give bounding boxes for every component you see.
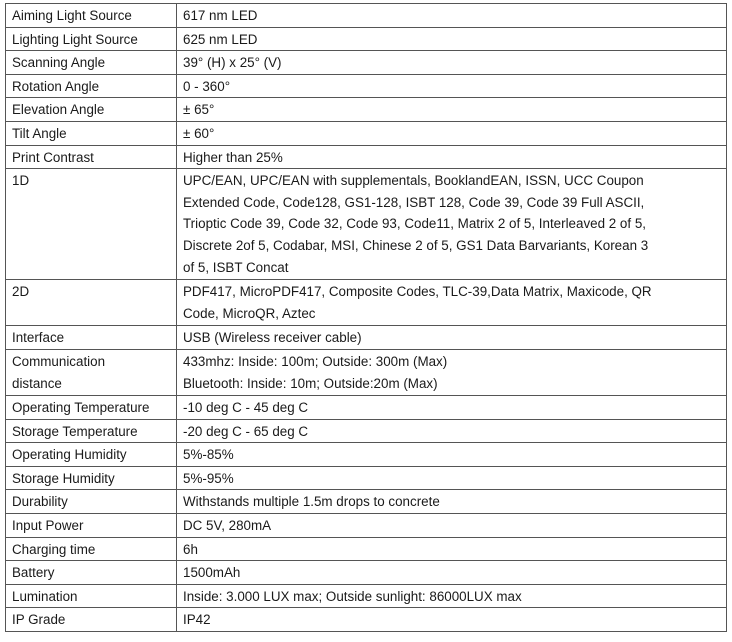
spec-value-cell [177, 514, 727, 538]
spec-value: 625 nm LED [183, 31, 258, 47]
spec-label: Durability [12, 494, 68, 510]
spec-value: of 5, ISBT Concat [183, 259, 289, 275]
spec-row [6, 27, 727, 51]
spec-value-cell [177, 326, 727, 350]
spec-label: Battery [12, 565, 55, 581]
spec-value: 39° (H) x 25° (V) [183, 55, 282, 71]
spec-label-cell [6, 121, 177, 145]
spec-value-cell [177, 396, 727, 420]
spec-value: 0 - 360° [183, 78, 231, 94]
spec-label-cell [6, 98, 177, 122]
spec-label: distance [12, 375, 62, 391]
spec-label-cell [6, 27, 177, 51]
spec-value: Higher than 25% [183, 149, 283, 165]
spec-label: 1D [12, 173, 30, 189]
spec-value-cell [177, 4, 727, 28]
spec-row [6, 514, 727, 538]
spec-row [6, 466, 727, 490]
spec-label: Operating Temperature [12, 400, 150, 416]
spec-value: DC 5V, 280mA [183, 518, 272, 534]
spec-label: Charging time [12, 541, 96, 557]
spec-row [6, 396, 727, 420]
spec-value: 617 nm LED [183, 8, 258, 23]
spec-label-cell [6, 514, 177, 538]
spec-value: 5%-85% [183, 447, 234, 463]
spec-value: ± 65° [183, 102, 215, 118]
spec-row [6, 74, 727, 98]
spec-value-cell [177, 169, 727, 280]
spec-label: Input Power [12, 518, 84, 534]
spec-label: IP Grade [12, 612, 66, 628]
spec-value-cell [177, 608, 727, 632]
spec-value-cell [177, 145, 727, 169]
spec-label-cell [6, 419, 177, 443]
spec-label-cell [6, 396, 177, 420]
spec-table-body [6, 4, 727, 632]
spec-value: 433mhz: Inside: 100m; Outside: 300m (Max) [183, 353, 448, 369]
spec-value-cell [177, 51, 727, 75]
spec-row [6, 121, 727, 145]
spec-value: ± 60° [183, 125, 215, 141]
spec-value: 6h [183, 541, 198, 557]
spec-row [6, 561, 727, 585]
spec-label: Storage Temperature [12, 423, 138, 439]
spec-value-cell [177, 561, 727, 585]
spec-value: Code, MicroQR, Aztec [183, 305, 316, 321]
spec-label-cell [6, 443, 177, 467]
spec-label: Operating Humidity [12, 447, 127, 463]
spec-label-cell [6, 561, 177, 585]
spec-value-cell [177, 74, 727, 98]
spec-label-cell [6, 280, 177, 326]
spec-value-cell [177, 584, 727, 608]
spec-label: 2D [12, 284, 30, 300]
spec-value: USB (Wireless receiver cable) [183, 330, 362, 346]
spec-row [6, 443, 727, 467]
spec-value-cell [177, 27, 727, 51]
spec-label: Rotation Angle [12, 78, 100, 94]
spec-label: Lumination [12, 588, 78, 604]
spec-row [6, 326, 727, 350]
spec-value: 1500mAh [183, 565, 241, 581]
spec-label-cell [6, 466, 177, 490]
spec-label-cell [6, 608, 177, 632]
spec-value-cell [177, 443, 727, 467]
spec-label-cell [6, 4, 177, 28]
spec-value: UPC/EAN, UPC/EAN with supplementals, BooklandEAN, ISSN, UCC Coupon [183, 173, 644, 189]
spec-value: Trioptic Code 39, Code 32, Code 93, Code11, Matrix 2 of 5, Interleaved 2 of 5, [183, 216, 646, 232]
spec-label-cell [6, 145, 177, 169]
spec-value-cell [177, 121, 727, 145]
spec-label-cell [6, 169, 177, 280]
spec-value: Withstands multiple 1.5m drops to concrete [183, 494, 440, 510]
spec-row [6, 4, 727, 28]
spec-value: Bluetooth: Inside: 10m; Outside:20m (Max) [183, 375, 438, 391]
spec-label-cell [6, 74, 177, 98]
spec-label: Storage Humidity [12, 470, 115, 486]
spec-value: Inside: 3.000 LUX max; Outside sunlight: 86000LUX max [183, 588, 522, 604]
spec-label: Interface [12, 330, 65, 346]
spec-value-cell [177, 537, 727, 561]
spec-value-cell [177, 490, 727, 514]
spec-row [6, 537, 727, 561]
spec-row [6, 608, 727, 632]
spec-value-cell [177, 349, 727, 395]
spec-row [6, 490, 727, 514]
spec-label: Scanning Angle [12, 55, 106, 71]
spec-label: Elevation Angle [12, 102, 105, 118]
spec-row [6, 98, 727, 122]
spec-value: Discrete 2of 5, Codabar, MSI, Chinese 2 of 5, GS1 Data Barvariants, Korean 3 [183, 237, 649, 253]
spec-value-cell [177, 419, 727, 443]
spec-label-cell [6, 349, 177, 395]
spec-value-cell [177, 280, 727, 326]
spec-value-cell [177, 98, 727, 122]
spec-row [6, 145, 727, 169]
spec-row [6, 280, 727, 326]
spec-label-cell [6, 51, 177, 75]
spec-label-cell [6, 584, 177, 608]
spec-label: Tilt Angle [12, 125, 67, 141]
spec-table [5, 3, 727, 632]
spec-value-cell [177, 466, 727, 490]
spec-value: PDF417, MicroPDF417, Composite Codes, TLC-39,Data Matrix, Maxicode, QR [183, 284, 652, 300]
spec-label: Communication [12, 353, 106, 369]
spec-row [6, 419, 727, 443]
spec-value: IP42 [183, 612, 211, 628]
spec-label-cell [6, 537, 177, 561]
spec-value: -20 deg C - 65 deg C [183, 423, 309, 439]
spec-label: Print Contrast [12, 149, 94, 165]
spec-value: -10 deg C - 45 deg C [183, 400, 309, 416]
spec-label-cell [6, 490, 177, 514]
spec-value: Extended Code, Code128, GS1-128, ISBT 128, Code 39, Code 39 Full ASCII, [183, 194, 645, 210]
spec-row [6, 584, 727, 608]
spec-row [6, 349, 727, 395]
spec-label: Lighting Light Source [12, 31, 138, 47]
spec-label-cell [6, 326, 177, 350]
spec-label: Aiming Light Source [12, 8, 132, 23]
spec-row [6, 51, 727, 75]
spec-value: 5%-95% [183, 470, 234, 486]
spec-row [6, 169, 727, 280]
